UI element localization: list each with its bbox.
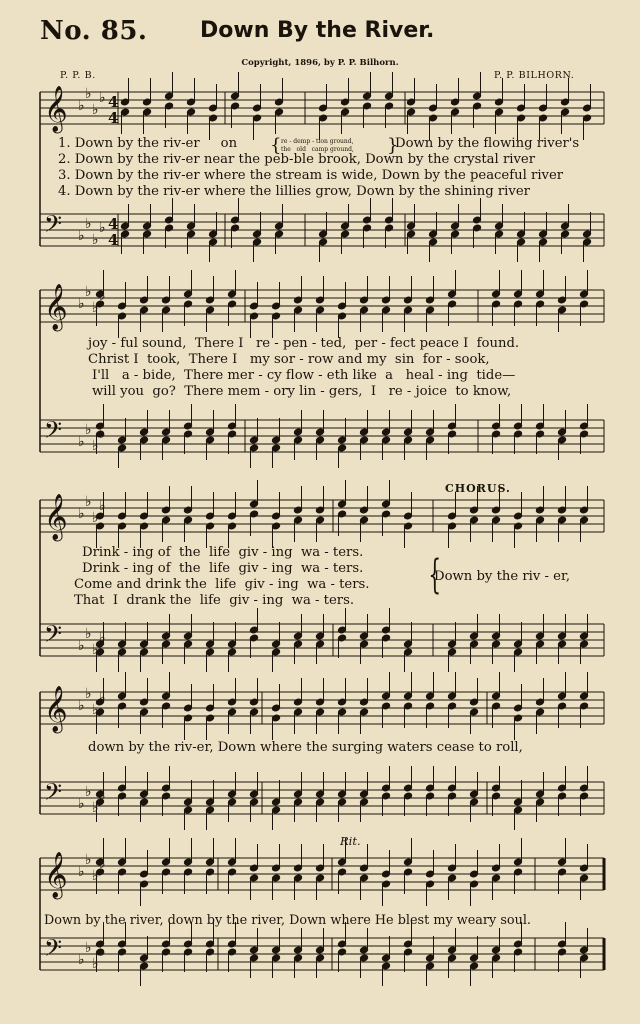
flat-icon: ♭ bbox=[85, 784, 92, 800]
system2-line-4: will you go? There mem - ory lin - gers, I re - joice to know, bbox=[92, 384, 512, 399]
flat-icon: ♭ bbox=[85, 284, 92, 300]
flat-icon: ♭ bbox=[85, 422, 92, 438]
flat-icon: ♭ bbox=[99, 90, 106, 106]
bracket-line-1: re - demp - tion ground, bbox=[281, 138, 354, 145]
flat-icon: ♭ bbox=[92, 300, 99, 316]
tempo-mark: Rit. bbox=[340, 834, 361, 848]
flat-icon: ♭ bbox=[78, 98, 85, 114]
verse-4: 4. Down by the riv-er where the lillies grow, Down by the shining river bbox=[58, 184, 530, 199]
hymn-title: Down By the River. bbox=[200, 18, 435, 43]
flat-icon: ♭ bbox=[92, 438, 99, 454]
treble-clef-icon: 𝄞 bbox=[44, 852, 68, 898]
flat-icon: ♭ bbox=[92, 868, 99, 884]
verse-2: 2. Down by the riv-er near the peb-ble brook, Down by the crystal river bbox=[58, 152, 536, 167]
flat-icon: ♭ bbox=[99, 426, 106, 442]
bass-clef-icon: 𝄢 bbox=[44, 620, 63, 653]
flat-icon: ♭ bbox=[99, 944, 106, 960]
flat-icon: ♭ bbox=[78, 796, 85, 812]
verse-1-part-1: 1. Down by the riv-er on bbox=[58, 136, 238, 151]
system5-line: Down by the river, down by the river, Down where He blest my weary soul. bbox=[44, 913, 531, 928]
treble-clef-icon: 𝄞 bbox=[44, 86, 68, 132]
bass-clef-icon: 𝄢 bbox=[44, 934, 63, 967]
flat-icon: ♭ bbox=[92, 702, 99, 718]
treble-clef-icon: 𝄞 bbox=[44, 686, 68, 732]
verse-1-part-2: Down by the flowing river's bbox=[395, 136, 580, 151]
flat-icon: ♭ bbox=[92, 232, 99, 248]
flat-icon: ♭ bbox=[78, 638, 85, 654]
bracket-line-2: the old camp ground, bbox=[281, 146, 354, 153]
flat-icon: ♭ bbox=[78, 698, 85, 714]
system3-line-3: Come and drink the life giv - ing wa - ters. bbox=[74, 577, 370, 592]
flat-icon: ♭ bbox=[78, 864, 85, 880]
chorus-label: CHORUS. bbox=[445, 482, 511, 495]
flat-icon: ♭ bbox=[78, 434, 85, 450]
system2-line-1: joy - ful sound, There I re - pen - ted, per - fect peace I found. bbox=[88, 336, 520, 351]
treble-clef-icon: 𝄞 bbox=[44, 494, 68, 540]
lyric-brace: { bbox=[270, 135, 282, 156]
flat-icon: ♭ bbox=[99, 788, 106, 804]
flat-icon: ♭ bbox=[92, 956, 99, 972]
time-signature-top: 4 bbox=[108, 215, 119, 233]
flat-icon: ♭ bbox=[99, 220, 106, 236]
flat-icon: ♭ bbox=[85, 216, 92, 232]
flat-icon: ♭ bbox=[85, 494, 92, 510]
system2-line-3: I'll a - bide, There mer - cy flow - eth like a heal - ing tide— bbox=[92, 368, 516, 383]
time-signature-bottom: 4 bbox=[108, 109, 119, 127]
flat-icon: ♭ bbox=[99, 690, 106, 706]
bass-clef-icon: 𝄢 bbox=[44, 416, 63, 449]
flat-icon: ♭ bbox=[99, 498, 106, 514]
flat-icon: ♭ bbox=[92, 642, 99, 658]
chorus-brace: { bbox=[428, 552, 442, 598]
flat-icon: ♭ bbox=[85, 940, 92, 956]
bass-clef-icon: 𝄢 bbox=[44, 778, 63, 811]
verse-3: 3. Down by the riv-er where the stream is wide, Down by the peaceful river bbox=[58, 168, 564, 183]
flat-icon: ♭ bbox=[99, 288, 106, 304]
flat-icon: ♭ bbox=[78, 296, 85, 312]
bass-clef-icon: 𝄢 bbox=[44, 210, 63, 243]
system3-line-1: Drink - ing of the life giv - ing wa - ters. bbox=[82, 545, 364, 560]
chorus-refrain: Down by the riv - er, bbox=[434, 569, 571, 584]
flat-icon: ♭ bbox=[92, 102, 99, 118]
flat-icon: ♭ bbox=[85, 626, 92, 642]
flat-icon: ♭ bbox=[85, 686, 92, 702]
flat-icon: ♭ bbox=[85, 86, 92, 102]
flat-icon: ♭ bbox=[78, 952, 85, 968]
words-credit: P. P. B. bbox=[60, 70, 96, 81]
lyric-brace-close: } bbox=[387, 135, 399, 156]
flat-icon: ♭ bbox=[99, 630, 106, 646]
system4-line: down by the riv-er, Down where the surging waters cease to roll, bbox=[88, 740, 523, 755]
system3-line-4: That I drank the life giv - ing wa - ters. bbox=[74, 593, 355, 608]
system3-line-2: Drink - ing of the life giv - ing wa - ters. bbox=[82, 561, 364, 576]
copyright-notice: Copyright, 1896, by P. P. Bilhorn. bbox=[241, 58, 399, 68]
time-signature-bottom: 4 bbox=[108, 231, 119, 249]
hymn-number: No. 85. bbox=[40, 16, 148, 46]
flat-icon: ♭ bbox=[92, 800, 99, 816]
flat-icon: ♭ bbox=[85, 852, 92, 868]
treble-clef-icon: 𝄞 bbox=[44, 284, 68, 330]
system2-line-2: Christ I took, There I my sor - row and my sin for - sook, bbox=[88, 352, 490, 367]
flat-icon: ♭ bbox=[78, 228, 85, 244]
flat-icon: ♭ bbox=[78, 506, 85, 522]
time-signature-top: 4 bbox=[108, 93, 119, 111]
music-credit: P. P. BILHORN. bbox=[494, 70, 575, 81]
flat-icon: ♭ bbox=[92, 510, 99, 526]
flat-icon: ♭ bbox=[99, 856, 106, 872]
